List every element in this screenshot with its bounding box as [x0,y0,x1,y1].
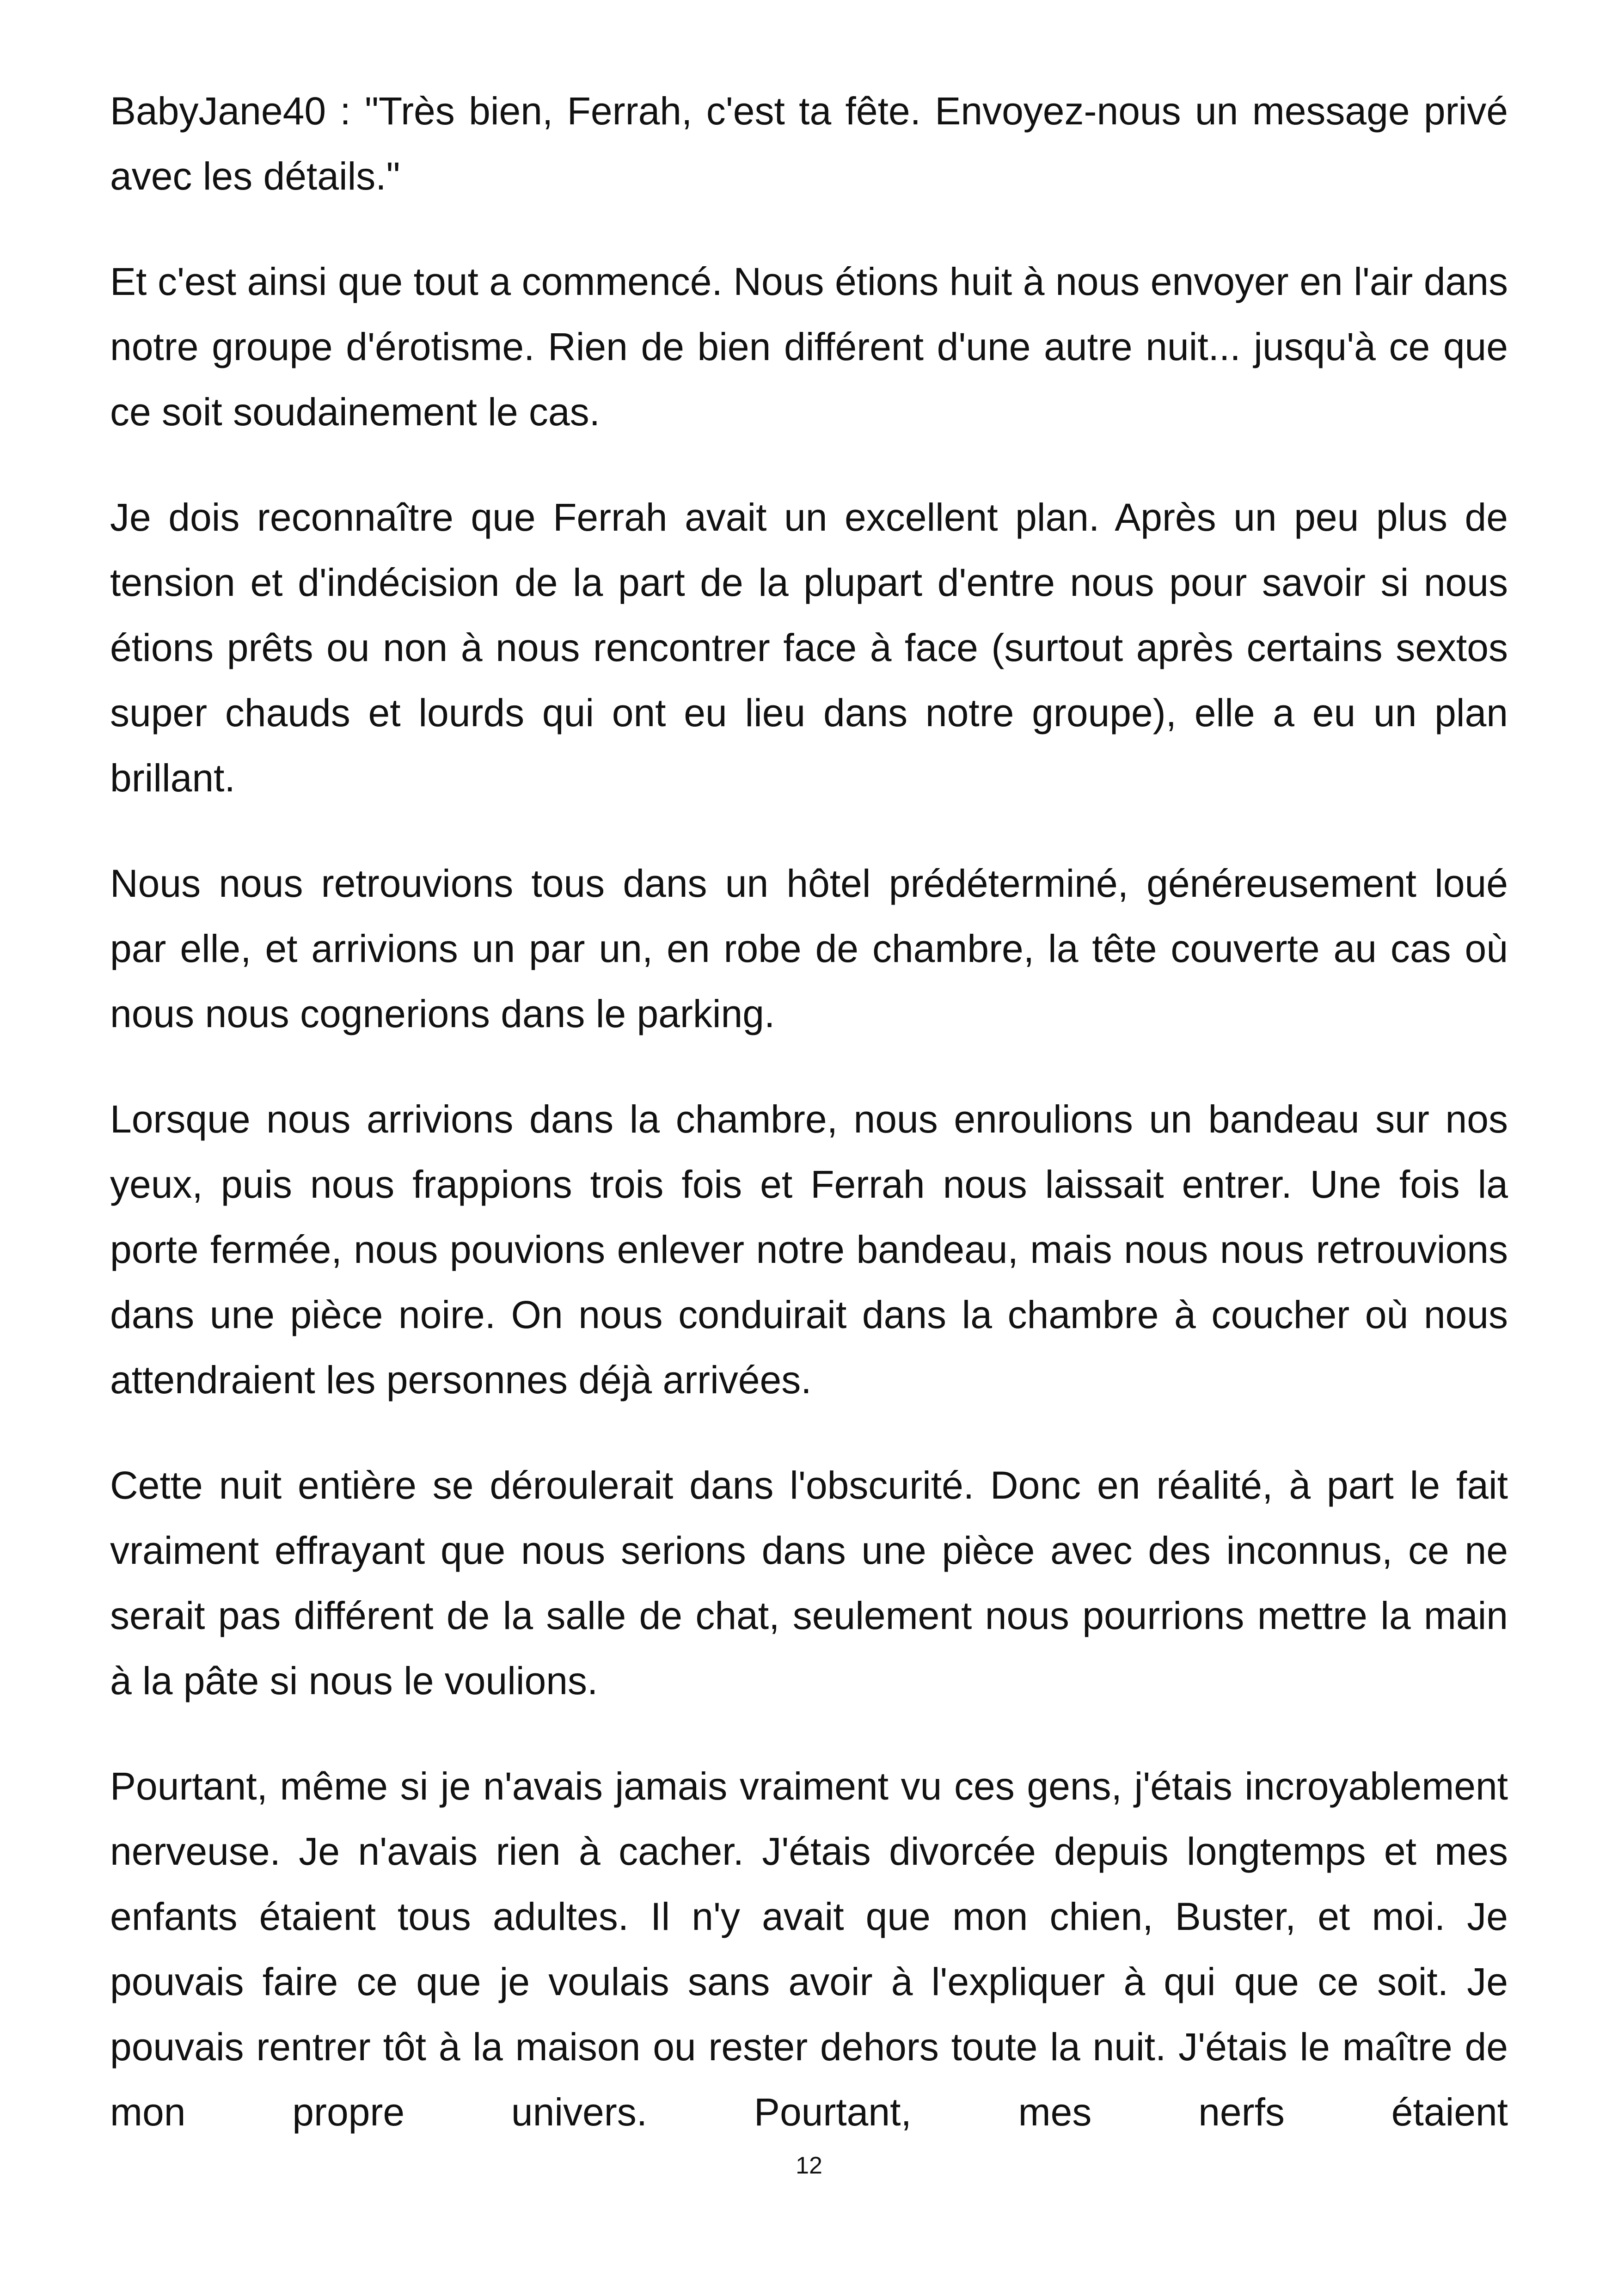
paragraph-2: Et c'est ainsi que tout a commencé. Nous étions huit à nous envoyer en l'air dans notre groupe d'érotisme. Rien de bien différent d'une autre nuit... jusqu'à ce que ce soit soudainement le cas. [110,260,1508,434]
body-text [110,79,1508,2145]
paragraph-1: BabyJane40 : "Très bien, Ferrah, c'est ta fête. Envoyez-nous un message privé avec les détails." [110,89,1508,198]
paragraph-4: Nous nous retrouvions tous dans un hôtel prédéterminé, généreusement loué par elle, et arrivions un par un, en robe de chambre, la tête couverte au cas où nous nous cognerions dans le parking. [110,862,1508,1035]
paragraph-7: Pourtant, même si je n'avais jamais vraiment vu ces gens, j'étais incroyablement nerveuse. Je n'avais rien à cacher. J'étais divorcée depuis longtemps et mes enfants étaient tous adultes. Il n'y avait que mon chien, Buster, et moi. Je pouvais faire ce que je voulais sans avoir à l'expliquer à qui que ce soit. Je pouvais rentrer tôt à la maison ou rester dehors toute la nuit. J'étais le maître de mon propre univers. Pourtant, mes nerfs étaient [110,1764,1508,2134]
page-number: 12 [796,2152,822,2179]
paragraph-6: Cette nuit entière se déroulerait dans l'obscurité. Donc en réalité, à part le fait vraiment effrayant que nous serions dans une pièce avec des inconnus, ce ne serait pas différent de la salle de chat, seulement nous pourrions mettre la main à la pâte si nous le voulions. [110,1463,1508,1702]
paragraph-3: Je dois reconnaître que Ferrah avait un excellent plan. Après un peu plus de tension et d'indécision de la part de la plupart d'entre nous pour savoir si nous étions prêts ou non à nous rencontrer face à face (surtout après certains sextos super chauds et lourds qui ont eu lieu dans notre groupe), elle a eu un plan brillant. [110,496,1508,800]
paragraph-5: Lorsque nous arrivions dans la chambre, nous enroulions un bandeau sur nos yeux, puis nous frappions trois fois et Ferrah nous laissait entrer. Une fois la porte fermée, nous pouvions enlever notre bandeau, mais nous nous retrouvions dans une pièce noire. On nous conduirait dans la chambre à coucher où nous attendraient les personnes déjà arrivées. [110,1097,1508,1402]
